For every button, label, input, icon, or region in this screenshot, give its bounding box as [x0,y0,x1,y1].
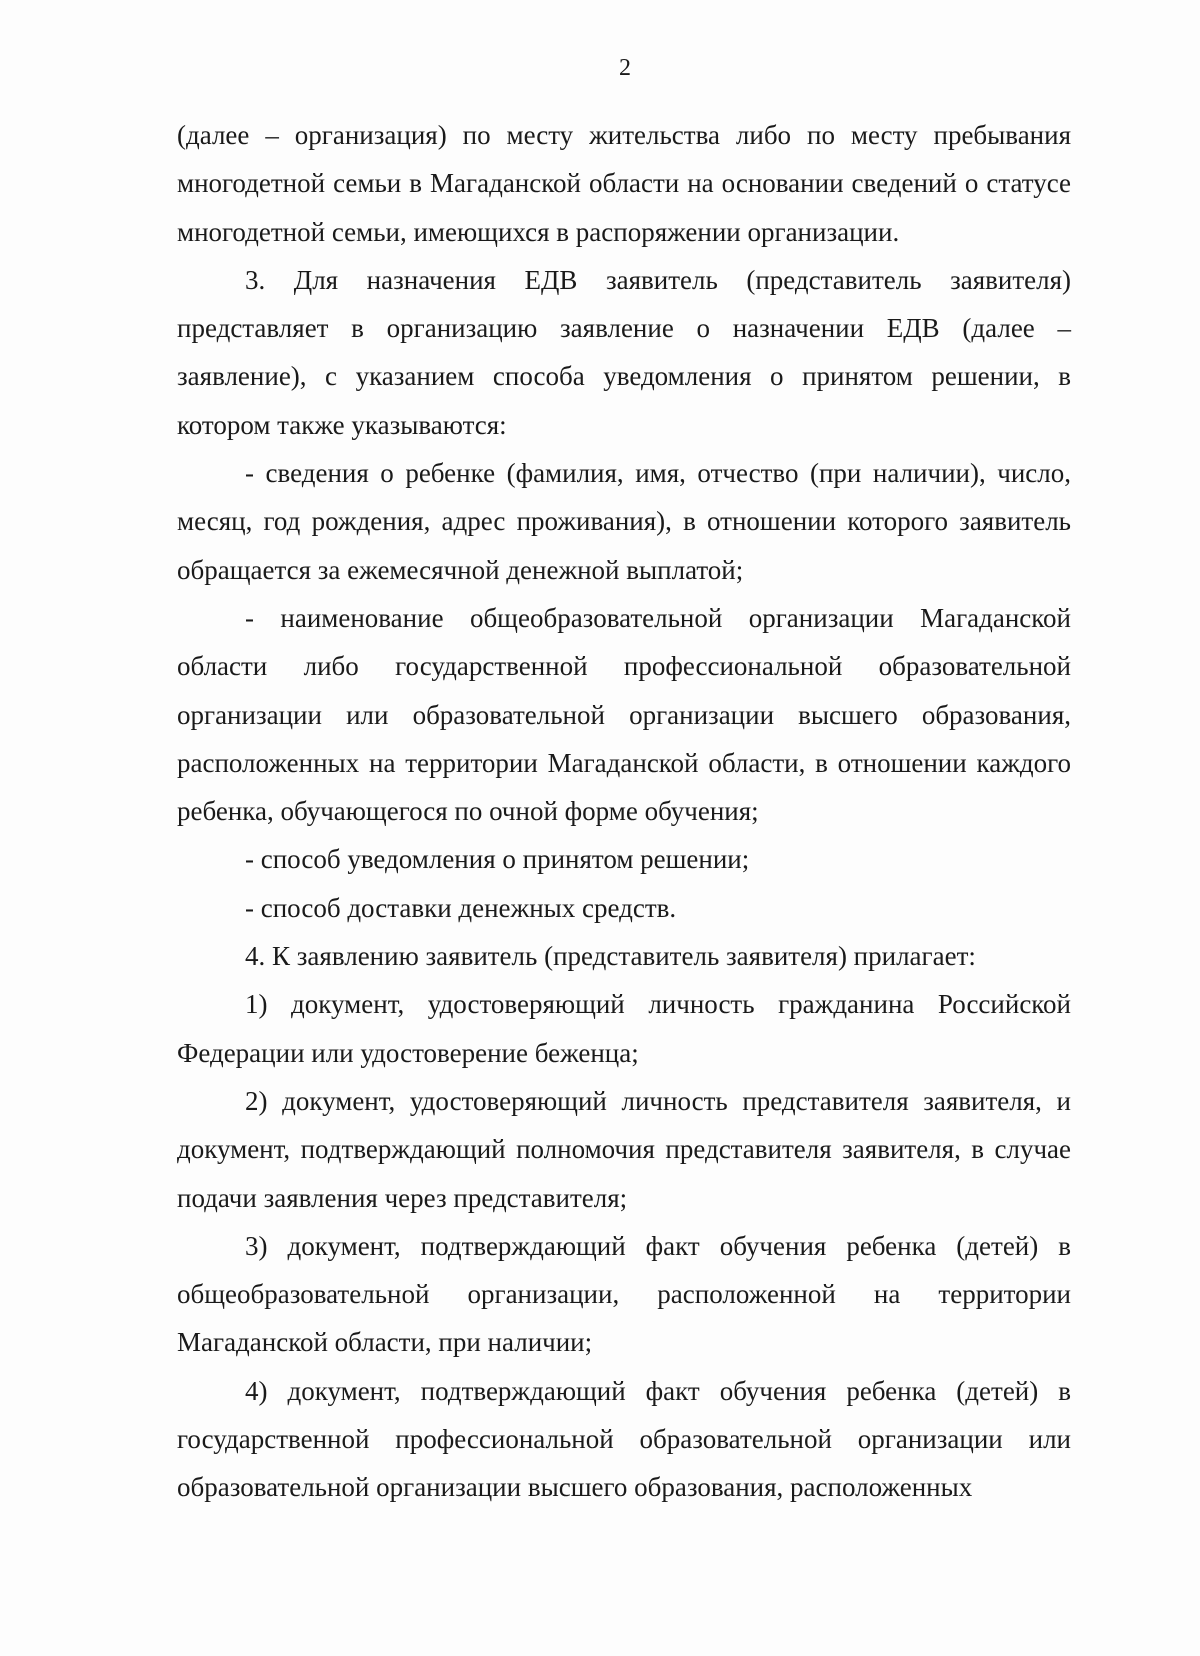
paragraph-continuation: (далее – организация) по месту жительства либо по месту пребывания многодетной семьи в Магаданской области на основании сведений о статусе многодетной семьи, имеющихся в распоряжении организации. [177,120,1071,247]
paragraph-subitem-2: 2) документ, удостоверяющий личность представителя заявителя, и документ, подтверждающий полномочия представителя заявителя, в случае подачи заявления через представителя; [177,1085,1071,1213]
paragraph-item-4: 4. К заявлению заявитель (представитель заявителя) прилагает: [245,941,976,972]
page-number: 2 [619,55,631,81]
paragraph-subitem-3: 3) документ, подтверждающий факт обучения ребенка (детей) в общеобразовательной организации, расположенной на территории Магаданской области, при наличии; [177,1230,1071,1358]
document-body [177,111,1071,1512]
paragraph-child-info: - сведения о ребенке (фамилия, имя, отчество (при наличии), число, месяц, год рождения, адрес проживания), в отношении которого заявитель обращается за ежемесячной денежной выплатой; [177,458,1071,585]
paragraph-subitem-1: 1) документ, удостоверяющий личность гражданина Российской Федерации или удостоверение беженца; [177,989,1071,1068]
paragraph-organization-name: - наименование общеобразовательной организации Магаданской области либо государственной профессиональной образовательной организации или образовательной организации высшего образования, расположенных на территории Магаданской области, в отношении каждого ребенка, обучающегося по очной форме обучения; [177,602,1071,827]
paragraph-item-3: 3. Для назначения ЕДВ заявитель (представитель заявителя) представляет в организацию заявление о назначении ЕДВ (далее – заявление), с указанием способа уведомления о принятом решении, в котором также указываются: [177,264,1071,440]
paragraph-delivery-method: - способ доставки денежных средств. [245,892,677,923]
paragraph-notification-method: - способ уведомления о принятом решении; [245,844,750,875]
paragraph-subitem-4: 4) документ, подтверждающий факт обучения ребенка (детей) в государственной профессиональной образовательной организации или образовательной организации высшего образования, расположенных [177,1375,1071,1503]
